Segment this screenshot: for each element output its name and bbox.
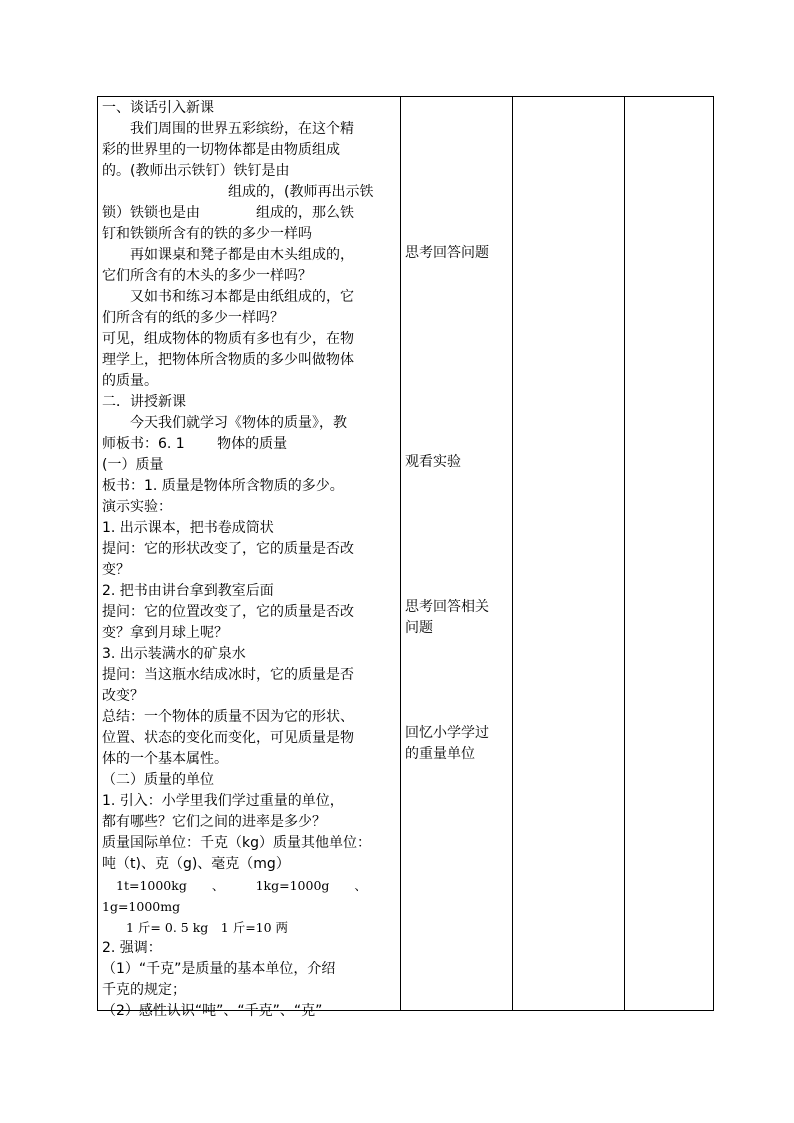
content-line: 组成的，(教师再出示铁 <box>228 184 374 200</box>
content-line: （1）“千克”是质量的基本单位，介绍 <box>102 961 336 977</box>
student-activity-line: 回忆小学学过 <box>405 725 489 741</box>
content-line: 1 斤= 0. 5 kg 1 斤=10 两 <box>126 920 289 935</box>
column-divider-3 <box>624 97 625 1010</box>
teaching-content-column <box>102 98 400 1022</box>
student-activity-line: 思考回答相关 <box>405 599 489 615</box>
content-line: 演示实验： <box>102 499 172 515</box>
content-line: 我们周围的世界五彩缤纷，在这个精 <box>130 121 354 137</box>
content-line: 2. 把书由讲台拿到教室后面 <box>102 583 274 599</box>
content-line: 千克的规定； <box>102 982 186 998</box>
content-line: 体的一个基本属性。 <box>102 751 228 767</box>
content-line: 一、谈话引入新课 <box>102 100 214 116</box>
content-line: 1t=1000kg 、 1kg=1000g 、 <box>116 878 367 893</box>
content-line: 板书：1. 质量是物体所含物质的多少。 <box>102 478 344 494</box>
content-line: (一）质量 <box>102 457 164 473</box>
content-line: 锁）铁锁也是由 组成的，那么铁 <box>102 205 354 221</box>
student-activity-note <box>405 597 513 639</box>
content-line: 1. 引入：小学里我们学过重量的单位， <box>102 793 344 809</box>
student-activity-line: 思考回答问题 <box>405 245 489 261</box>
content-line: 二．讲授新课 <box>102 394 186 410</box>
content-line: 可见，组成物体的物质有多也有少，在物 <box>102 331 354 347</box>
content-line: 师板书：6. 1 物体的质量 <box>102 436 288 452</box>
content-line: 变？ <box>102 562 130 578</box>
student-activity-note <box>405 243 513 264</box>
content-line: 今天我们就学习《物体的质量》，教 <box>130 415 347 431</box>
content-line: 2. 强调： <box>102 940 162 956</box>
content-line: 提问：它的形状改变了，它的质量是否改 <box>102 541 354 557</box>
student-activity-note <box>405 452 513 473</box>
content-line: 质量国际单位：千克（kg）质量其他单位： <box>102 835 371 851</box>
content-line: 提问：它的位置改变了，它的质量是否改 <box>102 604 354 620</box>
content-line: 1g=1000mg <box>102 899 181 914</box>
content-line: 们所含有的纸的多少一样吗？ <box>102 310 284 326</box>
column-divider-2 <box>512 97 513 1010</box>
content-line: （二）质量的单位 <box>102 772 214 788</box>
content-line: 提问：当这瓶水结成冰时，它的质量是否 <box>102 667 354 683</box>
content-line: 1. 出示课本，把书卷成筒状 <box>102 520 274 536</box>
content-line: 钉和铁锁所含有的铁的多少一样吗 <box>102 226 312 242</box>
content-line: 都有哪些？它们之间的进率是多少？ <box>102 814 326 830</box>
content-line: 吨（t)、克（g)、毫克（mg） <box>102 856 290 872</box>
lesson-plan-table <box>97 96 714 1019</box>
content-line: 总结：一个物体的质量不因为它的形状、 <box>102 709 354 725</box>
column-divider-1 <box>400 97 401 1010</box>
student-activity-line: 问题 <box>405 620 433 636</box>
student-activity-line: 的重量单位 <box>405 746 475 762</box>
content-line: 理学上，把物体所含物质的多少叫做物体 <box>102 352 354 368</box>
content-line: 彩的世界里的一切物体都是由物质组成 <box>102 142 340 158</box>
content-line: 再如课桌和凳子都是由木头组成的， <box>130 247 354 263</box>
content-line: 又如书和练习本都是由纸组成的，它 <box>130 289 354 305</box>
student-activity-note <box>405 723 513 765</box>
content-line: 它们所含有的木头的多少一样吗？ <box>102 268 312 284</box>
content-line: 的。(教师出示铁钉）铁钉是由 <box>102 163 290 179</box>
content-line: 变？拿到月球上呢？ <box>102 625 228 641</box>
content-line: （2）感性认识“吨”、“千克”、“克” <box>102 1003 323 1019</box>
content-line: 3. 出示装满水的矿泉水 <box>102 646 246 662</box>
student-activity-line: 观看实验 <box>405 454 461 470</box>
content-line: 改变？ <box>102 688 144 704</box>
content-line: 位置、状态的变化而变化，可见质量是物 <box>102 730 354 746</box>
content-line: 的质量。 <box>102 373 158 389</box>
